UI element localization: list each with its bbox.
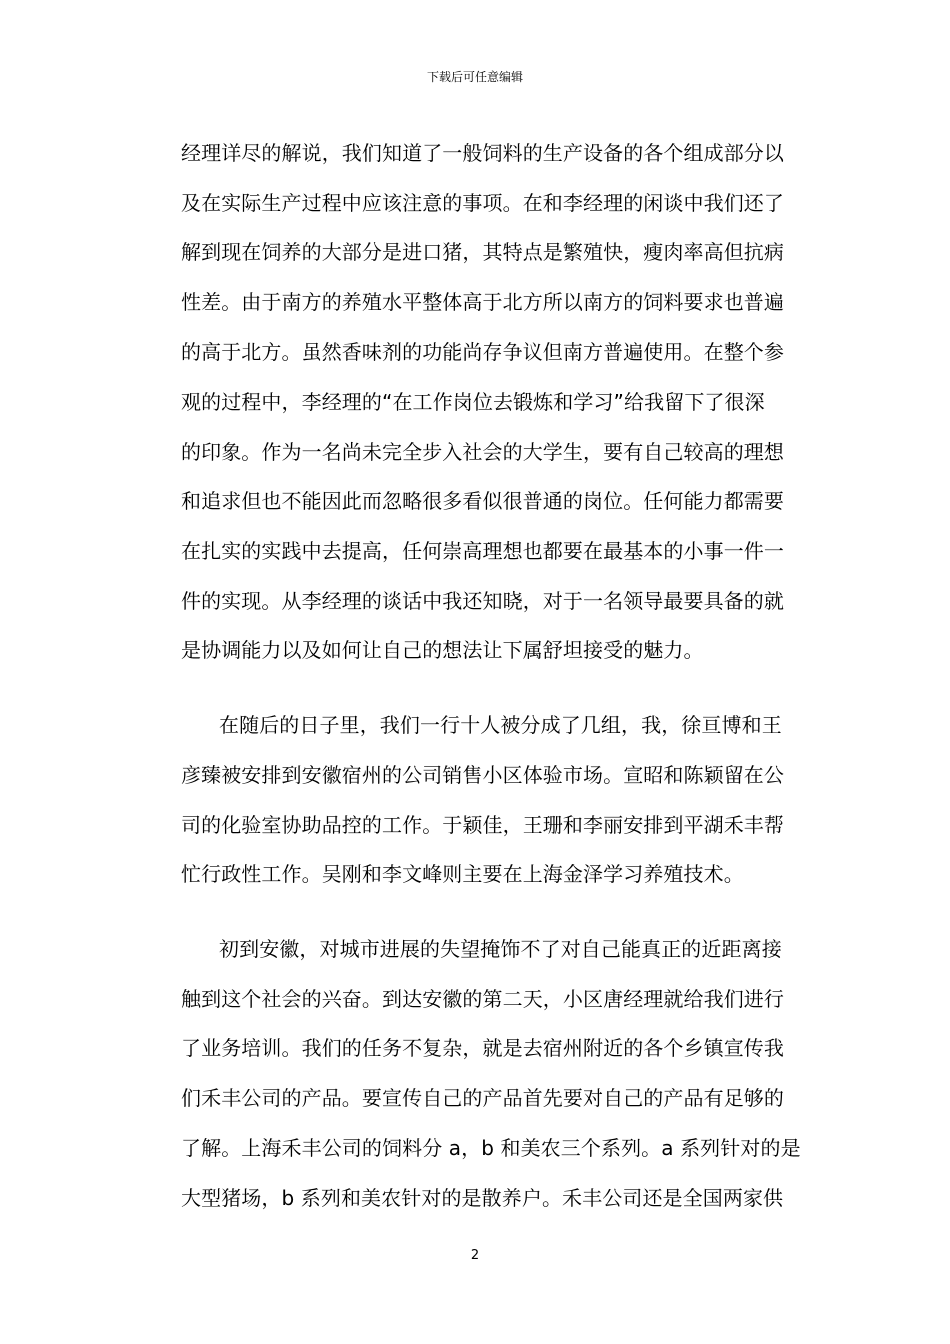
text-line: 解到现在饲养的大部分是进口猪，其特点是繁殖快，瘦肉率高但抗病 — [181, 240, 784, 264]
text-line: 观的过程中，李经理的“在工作岗位去锻炼和学习”给我留下了很深 — [181, 390, 765, 414]
text-line: 和追求但也不能因此而忽略很多看似很普通的岗位。任何能力都需要 — [181, 489, 784, 513]
text-line: 触到这个社会的兴奋。到达安徽的第二天，小区唐经理就给我们进行 — [181, 987, 784, 1011]
text-line: 了解。上海禾丰公司的饲料分 a，b 和美农三个系列。a 系列针对的是 — [181, 1136, 801, 1160]
text-line: 忙行政性工作。吴刚和李文峰则主要在上海金泽学习养殖技术。 — [181, 862, 744, 886]
text-line: 及在实际生产过程中应该注意的事项。在和李经理的闲谈中我们还了 — [181, 191, 784, 215]
text-line: 的高于北方。虽然香味剂的功能尚存争议但南方普遍使用。在整个参 — [181, 340, 784, 364]
page-header: 下载后可任意编辑 — [426, 70, 523, 84]
text-line: 了业务培训。我们的任务不复杂，就是去宿州附近的各个乡镇宣传我 — [181, 1036, 784, 1060]
text-line: 们禾丰公司的产品。要宣传自己的产品首先要对自己的产品有足够的 — [181, 1086, 784, 1110]
text-line: 在扎实的实践中去提高，任何崇高理想也都要在最基本的小事一件一 — [181, 539, 784, 563]
paragraph-first-line: 初到安徽，对城市进展的失望掩饰不了对自己能真正的近距离接 — [219, 937, 782, 961]
text-line: 彦臻被安排到安徽宿州的公司销售小区体验市场。宣昭和陈颖留在公 — [181, 763, 784, 787]
text-line: 性差。由于南方的养殖水平整体高于北方所以南方的饲料要求也普遍 — [181, 290, 784, 314]
text-line: 司的化验室协助品控的工作。于颖佳，王珊和李丽安排到平湖禾丰帮 — [181, 813, 784, 837]
text-line: 件的实现。从李经理的谈话中我还知晓，对于一名领导最要具备的就 — [181, 589, 784, 613]
paragraph-first-line: 在随后的日子里，我们一行十人被分成了几组，我，徐亘博和王 — [219, 713, 782, 737]
page-number: 2 — [470, 1248, 480, 1263]
text-line: 经理详尽的解说，我们知道了一般饲料的生产设备的各个组成部分以 — [181, 141, 784, 165]
text-line: 大型猪场，b 系列和美农针对的是散养户。禾丰公司还是全国两家供 — [181, 1186, 784, 1210]
text-line: 的印象。作为一名尚未完全步入社会的大学生，要有自己较高的理想 — [181, 440, 784, 464]
text-line: 是协调能力以及如何让自己的想法让下属舒坦接受的魅力。 — [181, 638, 704, 662]
